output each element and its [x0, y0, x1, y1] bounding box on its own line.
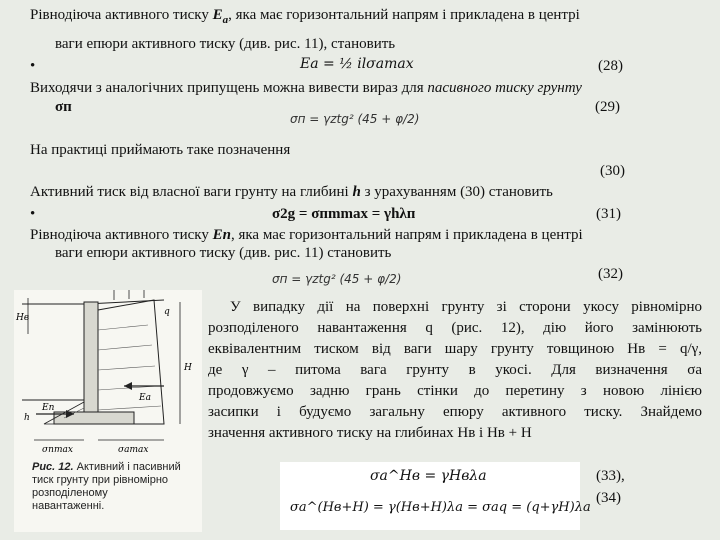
paragraph-line: де γ – питома вага грунту в укосі. Для визначення σa — [208, 362, 702, 378]
label-q: q — [164, 307, 170, 317]
eq-number-33: (33), — [596, 468, 625, 484]
eq-number-28: (28) — [598, 58, 623, 74]
text-line-1: Рівнодіюча активного тиску $E_a$, яка має горизонтальний напрям і прикладена в центрі — [30, 7, 580, 26]
label-ep: Eп — [42, 403, 55, 413]
label-ea: Ea — [139, 393, 151, 403]
equation-34: σa^(Hв+H) = γ(Hв+H)λa = σaq = (q+γH)λa — [290, 500, 591, 515]
label-h: H — [184, 363, 192, 373]
formula-box-33-34 — [280, 462, 591, 530]
text-line-2: ваги епюри активного тиску (див. рис. 11), становить — [55, 36, 396, 52]
equation-31: σ2g = σпmmax = γhλп — [272, 206, 416, 222]
eq-number-32: (32) — [598, 266, 623, 282]
eq-number-34: (34) — [596, 490, 621, 506]
paragraph-line: засипки і будуємо загальну епюру активного тиску. Знайдемо — [208, 404, 702, 420]
text-line-11: ваги епюри активного тиску (див. рис. 11) становить — [55, 245, 392, 261]
text-line-6: На практиці приймають таке позначення — [30, 142, 291, 158]
label-spmax: σпmax — [42, 445, 73, 455]
eq-number-31: (31) — [596, 206, 621, 222]
paragraph-line: У випадку дії на поверхні грунту зі сторони укосу рівномірно — [230, 299, 702, 315]
label-hb: Hв — [16, 313, 30, 323]
label-samax: σamax — [118, 445, 149, 455]
text-line-10: Рівнодіюча активного тиску En, яка має горизонтальний напрям і прикладена в центрі — [30, 227, 583, 243]
eq-number-30: (30) — [600, 163, 625, 179]
equation-29: σп = γztg² (45 + φ/2) — [290, 112, 420, 126]
bullet-1: • — [30, 58, 36, 74]
text-line-8: Активний тиск від власної ваги грунту на глибині h з урахуванням (30) становить — [30, 184, 553, 200]
bullet-2: • — [30, 206, 36, 222]
wall-pressure-diagram — [14, 290, 202, 460]
sigma-p-label: σп — [55, 99, 72, 115]
text-line-4: Виходячи з аналогічних припущень можна вивести вираз для пасивного тиску грунту — [30, 80, 582, 96]
figure-caption: Рис. 12. Активний і пасивний тиск грунту при рівномірно розподіленому навантаженні. — [32, 461, 181, 512]
paragraph-surcharge — [208, 297, 702, 444]
paragraph-line: розподіленого навантаження q (рис. 12), дію його замінюють — [208, 320, 702, 336]
paragraph-line: продовжуємо задню грань стінки до перетину з новою лінією — [208, 383, 702, 399]
label-hs: h — [24, 413, 30, 423]
equation-32: σп = γztg² (45 + φ/2) — [272, 272, 402, 286]
paragraph-line: значення активного тиску на глибинах Hв і Hв + H — [208, 425, 532, 441]
equation-28: Ea = ½ ilσamax — [300, 56, 414, 72]
paragraph-line: еквівалентним тиском від ваги шару грунту товщиною Hв = q/γ, — [208, 341, 702, 357]
equation-33: σa^Hв = γHвλa — [370, 468, 487, 484]
eq-number-29: (29) — [595, 99, 620, 115]
